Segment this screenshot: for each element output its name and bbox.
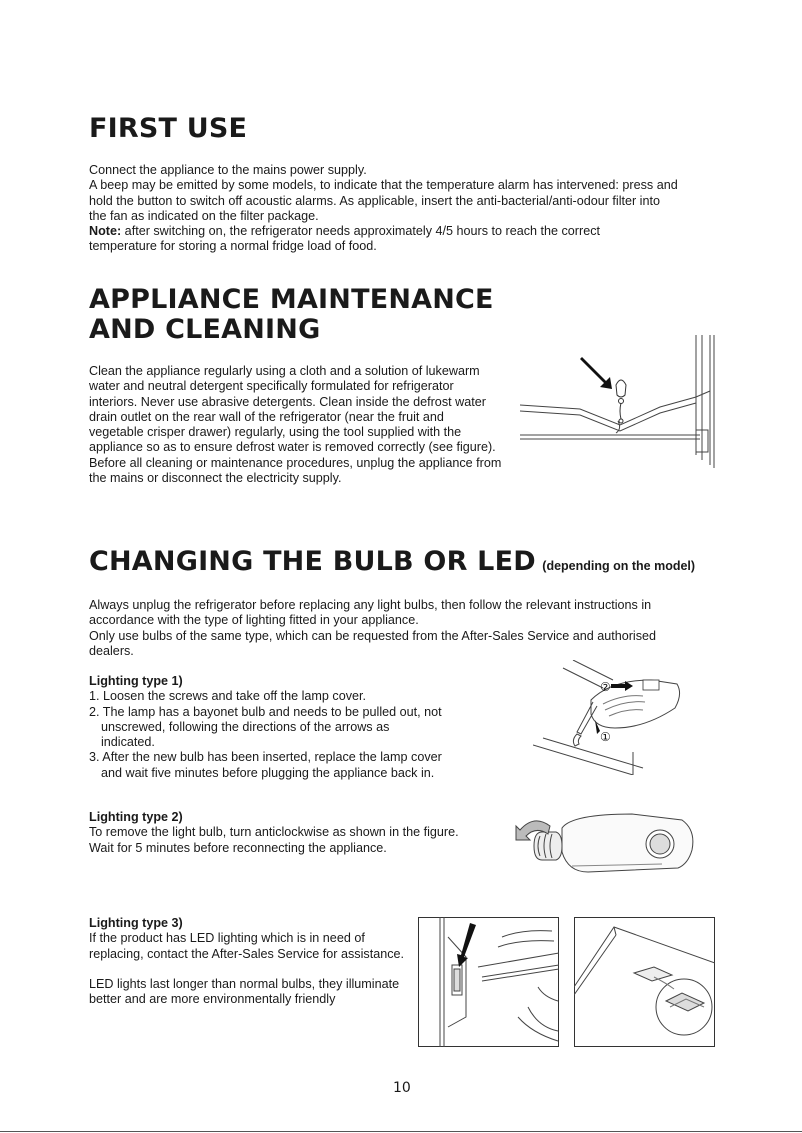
defrost-drain-figure: [520, 335, 716, 470]
first-use-line: temperature for storing a normal fridge load of food.: [89, 239, 377, 254]
drain-tool: [616, 380, 626, 423]
lighting-type-2-line: To remove the light bulb, turn anticlockwise as shown in the figure.: [89, 825, 459, 840]
led-figure-left: [418, 917, 559, 1047]
bulb-icon: [643, 680, 659, 690]
maintenance-line: Before all cleaning or maintenance procedures, unplug the appliance from: [89, 455, 502, 470]
lighting-type-3-line: LED lights last longer than normal bulbs, they illuminate: [89, 977, 400, 992]
lighting-type-1-line: 2. The lamp has a bayonet bulb and needs to be pulled out, not: [89, 704, 442, 719]
step-2-marker: ②: [600, 680, 611, 694]
first-use-line: the fan as indicated on the filter package.: [89, 208, 319, 223]
lighting-type-3: [89, 916, 419, 1008]
bulb-housing-figure: [512, 808, 698, 876]
maintenance-line: vegetable crisper drawer) regularly, using the tool supplied with the: [89, 425, 462, 440]
first-use-note: [89, 224, 729, 239]
lighting-type-1-heading: Lighting type 1): [89, 674, 183, 688]
lighting-type-1-line: 3. After the new bulb has been inserted, replace the lamp cover: [89, 750, 442, 765]
maintenance-title-line2: AND CLEANING: [89, 314, 321, 345]
maintenance-line: drain outlet on the rear wall of the refrigerator (near the fruit and: [89, 409, 444, 424]
step-1-marker: ①: [600, 730, 611, 744]
bottom-rule: [0, 1131, 802, 1132]
bulb-intro: [89, 598, 729, 659]
maintenance-title-line1: APPLIANCE MAINTENANCE: [89, 284, 494, 315]
bulb-intro-line: dealers.: [89, 643, 134, 658]
lighting-type-1-line: and wait five minutes before plugging the appliance back in.: [101, 765, 435, 780]
first-use-line: Connect the appliance to the mains power supply.: [89, 163, 367, 177]
page-number: 10: [393, 1080, 411, 1096]
first-use-title: FIRST USE: [89, 113, 248, 144]
bulb-intro-line: accordance with the type of lighting fitted in your appliance.: [89, 613, 419, 628]
bulb-title-row: [89, 546, 695, 578]
first-use-line: hold the button to switch off acoustic alarms. As applicable, insert the anti-bacterial/anti-odour filter into: [89, 193, 660, 208]
bulb-subtitle: (depending on the model): [542, 559, 696, 573]
maintenance-body: [89, 364, 529, 486]
maintenance-line: water and neutral detergent specifically formulated for refrigerator: [89, 379, 454, 394]
maintenance-line: interiors. Never use abrasive detergents. Clean inside the defrost water: [89, 394, 486, 409]
lighting-type-1-line: 1. Loosen the screws and take off the lamp cover.: [89, 689, 366, 704]
lighting-type-3-line: [89, 962, 419, 977]
maintenance-line: appliance so as to ensure defrost water is removed correctly (see figure).: [89, 440, 496, 455]
bulb-title: CHANGING THE BULB OR LED: [89, 546, 536, 577]
lighting-type-2-heading: Lighting type 2): [89, 810, 183, 824]
lighting-type-3-heading: Lighting type 3): [89, 916, 183, 930]
first-use-line: A beep may be emitted by some models, to indicate that the temperature alarm has intervened: press and: [89, 178, 678, 193]
led-figure-right: [574, 917, 715, 1047]
lighting-type-1-line: unscrewed, following the directions of the arrows as: [101, 719, 390, 734]
note-text: after switching on, the refrigerator needs approximately 4/5 hours to reach the correct: [121, 224, 600, 239]
lighting-type-3-line: If the product has LED lighting which is in need of: [89, 931, 365, 946]
lighting-type-3-line: better and are more environmentally friendly: [89, 992, 336, 1007]
note-label: Note:: [89, 224, 122, 239]
bulb-intro-line: Only use bulbs of the same type, which can be requested from the After-Sales Service and authorised: [89, 628, 657, 643]
lighting-type-1: [89, 674, 509, 781]
lighting-type-1-line: indicated.: [101, 735, 155, 750]
first-use-body: [89, 163, 729, 255]
lighting-type-3-line: replacing, contact the After-Sales Service for assistance.: [89, 946, 404, 961]
bulb-intro-line: Always unplug the refrigerator before replacing any light bulbs, then follow the relevant instructions in: [89, 598, 652, 612]
lamp-cover-figure: [533, 660, 693, 775]
maintenance-line: Clean the appliance regularly using a cloth and a solution of lukewarm: [89, 364, 480, 378]
arrow-icon: [580, 357, 612, 389]
lighting-type-2: [89, 810, 509, 856]
maintenance-line: the mains or disconnect the electricity supply.: [89, 471, 342, 486]
lighting-type-2-line: Wait for 5 minutes before reconnecting the appliance.: [89, 840, 387, 855]
